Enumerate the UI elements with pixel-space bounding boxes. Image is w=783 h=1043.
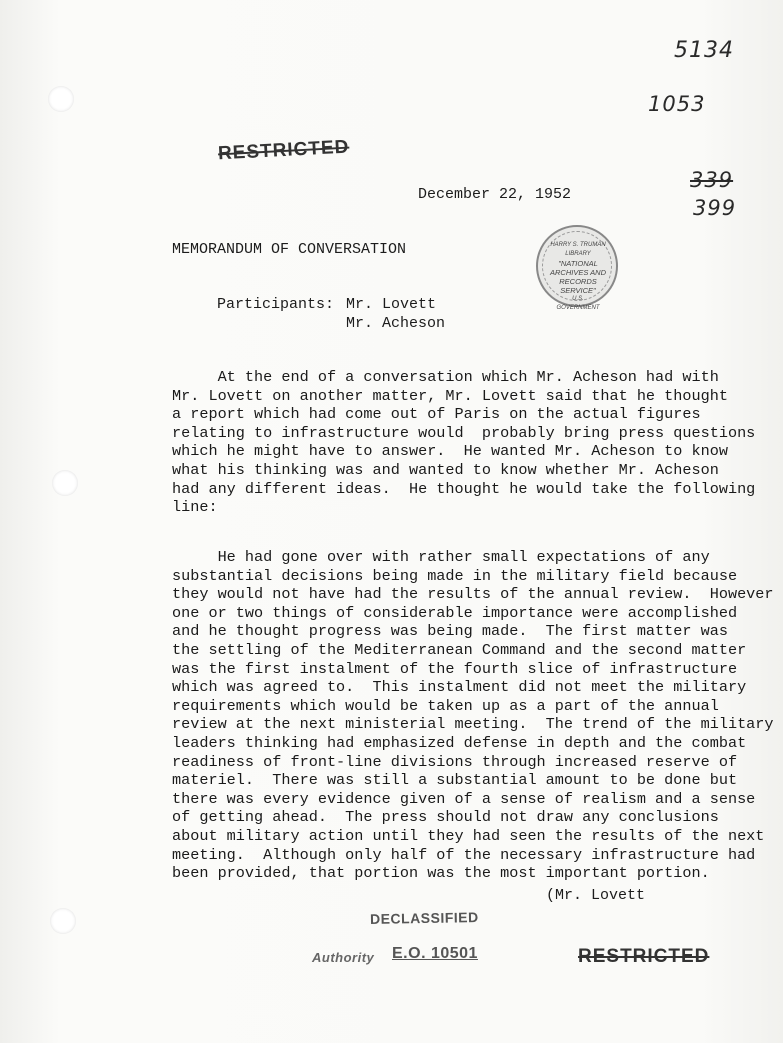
file-number-struck: 339 (690, 168, 734, 192)
paragraph-2: He had gone over with rather small expectations of any substantial decisions being made in the military field because they would not have had the results of the annual review. However one or two things of considerable importance were accomplished and he thought progress was being made. The first matter was the settling of the Mediterranean Command and the second matter was the first instalment of the fourth slice of infrastructure which was agreed to. This instalment did not meet the military requirements which would be taken up as a part of the annual review at the next ministerial meeting. The trend of the military leaders thinking had emphasized defense in depth and the combat readiness of front-line divisions through increased reserve of materiel. There was still a substantial amount to be done but there was every evidence given of a sense of realism and a sense of getting ahead. The press should not draw any conclusions about military action until they had seen the results of the next meeting. Although only half of the necessary infrastructure had been provided, that portion was the most important portion. (172, 548, 774, 883)
declassified-stamp: DECLASSIFIED (369, 909, 479, 927)
restricted-stamp-top-text: RESTRICTED (217, 136, 350, 165)
punch-hole-top (48, 86, 74, 112)
punch-hole-bottom (50, 908, 76, 934)
continuation-note: (Mr. Lovett (546, 887, 646, 904)
restricted-stamp-bottom-text: RESTRICTED (578, 946, 710, 967)
participant-lovett: Mr. Lovett (346, 296, 437, 313)
archives-seal-text: HARRY S. TRUMAN LIBRARY "NATIONAL ARCHIVES AND RECORDS SERVICE" U.S. GOVERNMENT (550, 242, 606, 311)
file-number: 399 (693, 196, 737, 220)
restricted-stamp-bottom (578, 946, 709, 968)
declass-authority-label: Authority (312, 950, 375, 965)
page-number: 1053 (648, 92, 706, 116)
declass-authority-value: E.O. 10501 (392, 945, 478, 962)
memo-date: December 22, 1952 (418, 186, 572, 203)
restricted-stamp-top (218, 137, 350, 166)
memo-title: MEMORANDUM OF CONVERSATION (172, 241, 407, 258)
doc-number: 5134 (674, 38, 734, 63)
punch-hole-middle (52, 470, 78, 496)
archives-seal (536, 225, 618, 311)
participants-label: Participants: (217, 296, 335, 313)
participant-acheson: Mr. Acheson (346, 315, 446, 332)
paragraph-1: At the end of a conversation which Mr. Acheson had with Mr. Lovett on another matter, Mr. Lovett said that he thought a report which had come out of Paris on the actual figures relating to infrastructure would probably bring press questions which he might have to answer. He wanted Mr. Acheson to know what his thinking was and wanted to know whether Mr. Acheson had any different ideas. He thought he would take the following line: (172, 368, 756, 517)
